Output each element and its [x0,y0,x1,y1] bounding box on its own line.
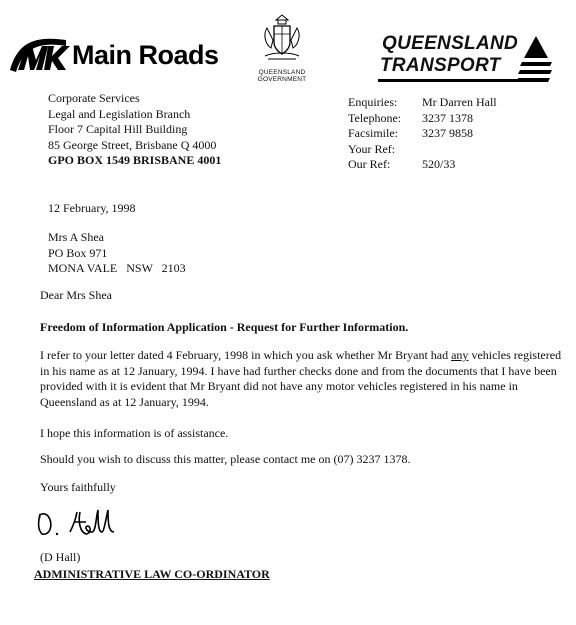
body-paragraph-3: Should you wish to discuss this matter, please contact me on (07) 3237 1378. [40,452,411,466]
sender-address [48,91,221,169]
recipient-line: PO Box 971 [48,245,108,260]
our-ref-row [348,157,497,173]
coat-of-arms-icon [259,14,305,64]
main-roads-logo-text: Main Roads [72,40,219,70]
address-line: Floor 7 Capital Hill Building [48,122,188,136]
p1-text-before: I refer to your letter dated 4 February, 1998 in which you ask whether Mr Bryant had [40,348,452,362]
queensland-transport-logo [378,32,558,92]
telephone-label: Telephone: [348,110,402,125]
enquiries-label: Enquiries: [348,95,398,109]
body-paragraph-1 [40,348,564,410]
p1-text-after: vehicles registered in his name as at 12 January, 1994. I have had further checks done and from the documents that I have been provided with it is evident that Mr Bryant did not have any motor vehicles registered in his name in Queensland as at 12 January, 1994. [40,348,562,409]
facsimile-row [348,126,497,142]
p1-underlined-word: any [451,348,469,362]
main-roads-logo [8,34,219,78]
queensland-transport-line1: QUEENSLAND [382,33,519,54]
signatory-name: (D Hall) [40,550,81,564]
telephone-row [348,111,497,127]
our-ref-label: Our Ref: [348,157,391,171]
telephone-value: 3237 1378 [422,110,473,125]
body-paragraph-2: I hope this information is of assistance. [40,426,229,440]
your-ref-value [422,142,497,158]
crest-caption-line2: GOVERNMENT [257,76,307,83]
enquiries-value: Mr Darren Hall [422,95,497,109]
letter-date: 12 February, 1998 [48,201,136,215]
address-line: Legal and Legislation Branch [48,106,191,121]
triangle-emblem-icon [518,34,554,84]
handwritten-signature [30,502,130,542]
facsimile-value: 3237 9858 [422,126,473,140]
address-line: 85 George Street, Brisbane Q 4000 [48,137,217,152]
your-ref-row [348,142,497,158]
recipient-name: Mrs A Shea [48,230,105,244]
enquiries-row [348,95,497,111]
signatory-title: ADMINISTRATIVE LAW CO-ORDINATOR [34,567,270,581]
crest-caption-line1: QUEENSLAND [258,69,306,76]
your-ref-label: Your Ref: [348,141,396,156]
recipient-line: MONA VALE NSW 2103 [48,261,186,275]
main-roads-emblem-icon [8,34,72,78]
address-line: Corporate Services [48,91,140,105]
enquiries-block [348,95,497,173]
facsimile-label: Facsimile: [348,126,398,140]
queensland-government-crest [252,14,312,92]
our-ref-value: 520/33 [422,157,456,171]
address-line-po-box: GPO BOX 1549 BRISBANE 4001 [48,153,222,167]
subject-line: Freedom of Information Application - Request for Further Information. [40,320,409,334]
logo-underline [378,79,530,82]
salutation: Dear Mrs Shea [40,288,112,302]
closing: Yours faithfully [40,480,116,494]
recipient-address [48,230,186,277]
queensland-transport-line2: TRANSPORT [380,55,501,76]
